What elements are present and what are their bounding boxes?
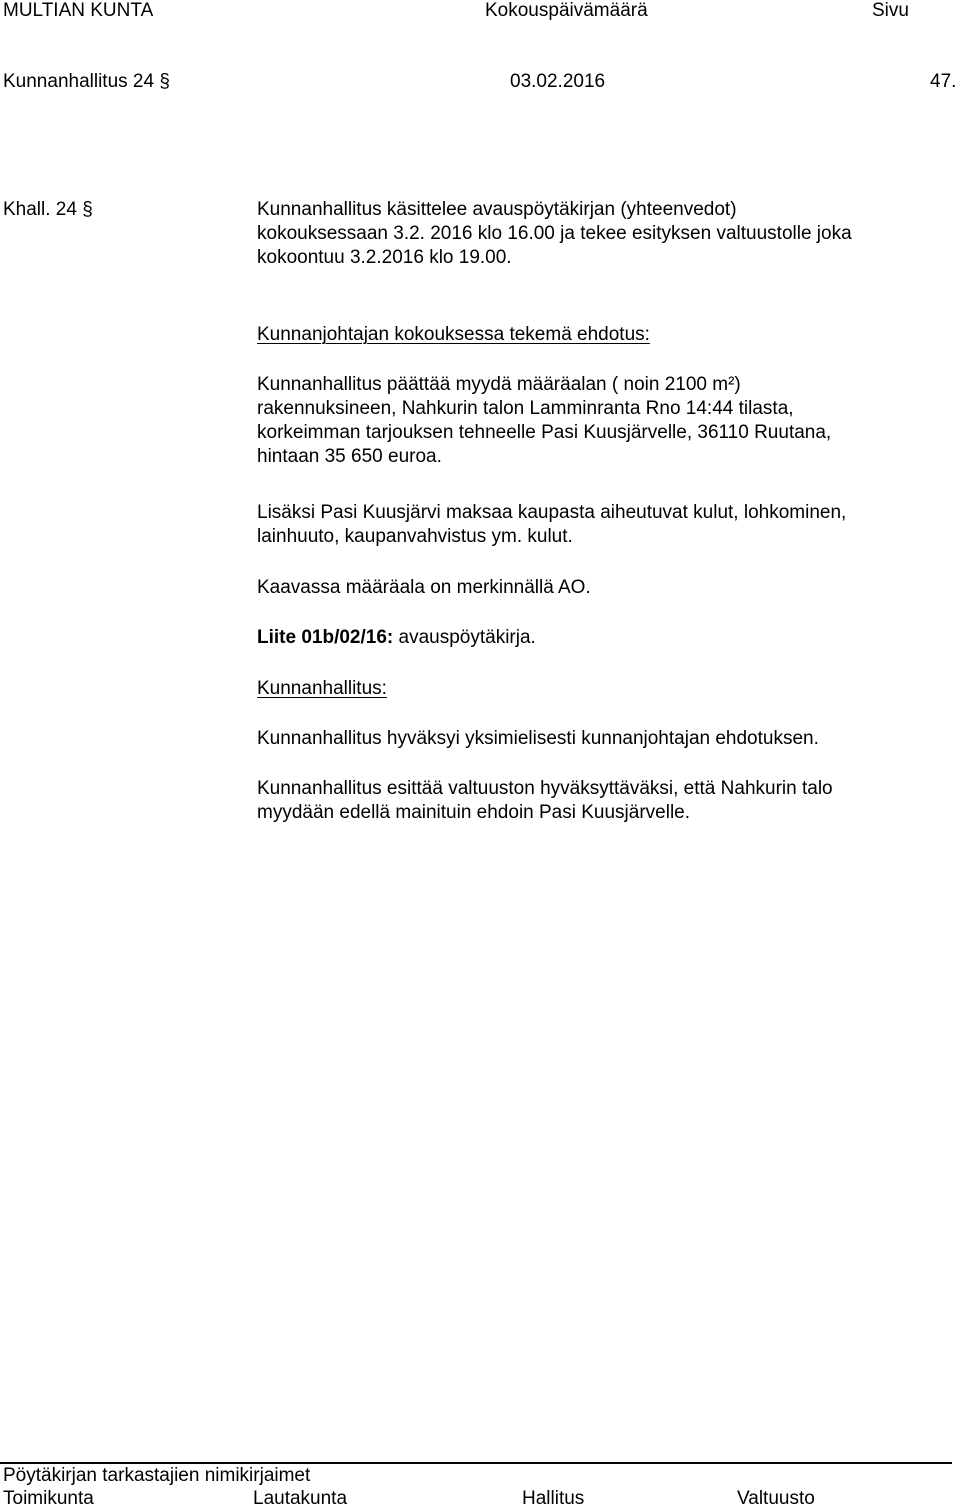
proposal-line: rakennuksineen, Nahkurin talon Lamminranta Rno 14:44 tilasta, [257, 398, 794, 419]
meeting-date: 03.02.2016 [510, 71, 606, 92]
signatures-label: Pöytäkirjan tarkastajien nimikirjaimet [3, 1465, 311, 1486]
page-label: Sivu [872, 0, 909, 21]
attachment-label: Liite 01b/02/16: [257, 627, 394, 648]
intro-line: Kunnanhallitus käsittelee avauspöytäkirjan (yhteenvedot) [257, 199, 737, 220]
meeting-date-label: Kokouspäivämäärä [485, 0, 648, 21]
footer-column-valtuusto: Valtuusto [737, 1488, 815, 1509]
costs-paragraph [257, 501, 947, 549]
costs-line: lainhuuto, kaupanvahvistus ym. kulut. [257, 526, 573, 547]
recommendation-paragraph [257, 777, 947, 825]
intro-paragraph [257, 198, 947, 270]
intro-line: kokoontuu 3.2.2016 klo 19.00. [257, 247, 512, 268]
board-heading: Kunnanhallitus: [257, 678, 387, 699]
footer-column-hallitus: Hallitus [522, 1488, 585, 1509]
intro-line: kokouksessaan 3.2. 2016 klo 16.00 ja tekee esityksen valtuustolle joka [257, 223, 852, 244]
costs-line: Lisäksi Pasi Kuusjärvi maksaa kaupasta aiheutuvat kulut, lohkominen, [257, 502, 847, 523]
recommendation-line: myydään edellä mainituin ehdoin Pasi Kuusjärvelle. [257, 802, 691, 823]
recommendation-line: Kunnanhallitus esittää valtuuston hyväksyttäväksi, että Nahkurin talo [257, 778, 833, 799]
footer-column-lautakunta: Lautakunta [253, 1488, 348, 1509]
proposal-paragraph [257, 373, 947, 469]
item-reference: Khall. 24 § [3, 199, 93, 220]
organization-name: MULTIAN KUNTA [3, 0, 154, 21]
proposal-line: Kunnanhallitus päättää myydä määräalan ( noin 2100 m²) [257, 374, 741, 395]
page-number: 47. [930, 71, 957, 92]
proposal-line: korkeimman tarjouksen tehneelle Pasi Kuusjärvelle, 36110 Ruutana, [257, 422, 832, 443]
body-reference: Kunnanhallitus 24 § [3, 71, 170, 92]
attachment-line [257, 626, 947, 650]
zoning-note: Kaavassa määräala on merkinnällä AO. [257, 577, 591, 598]
proposal-line: hintaan 35 650 euroa. [257, 446, 442, 467]
footer-column-toimikunta: Toimikunta [3, 1488, 94, 1509]
proposal-heading: Kunnanjohtajan kokouksessa tekemä ehdotus: [257, 324, 650, 345]
attachment-text: avauspöytäkirja. [393, 627, 536, 648]
decision-text: Kunnanhallitus hyväksyi yksimielisesti kunnanjohtajan ehdotuksen. [257, 728, 819, 749]
